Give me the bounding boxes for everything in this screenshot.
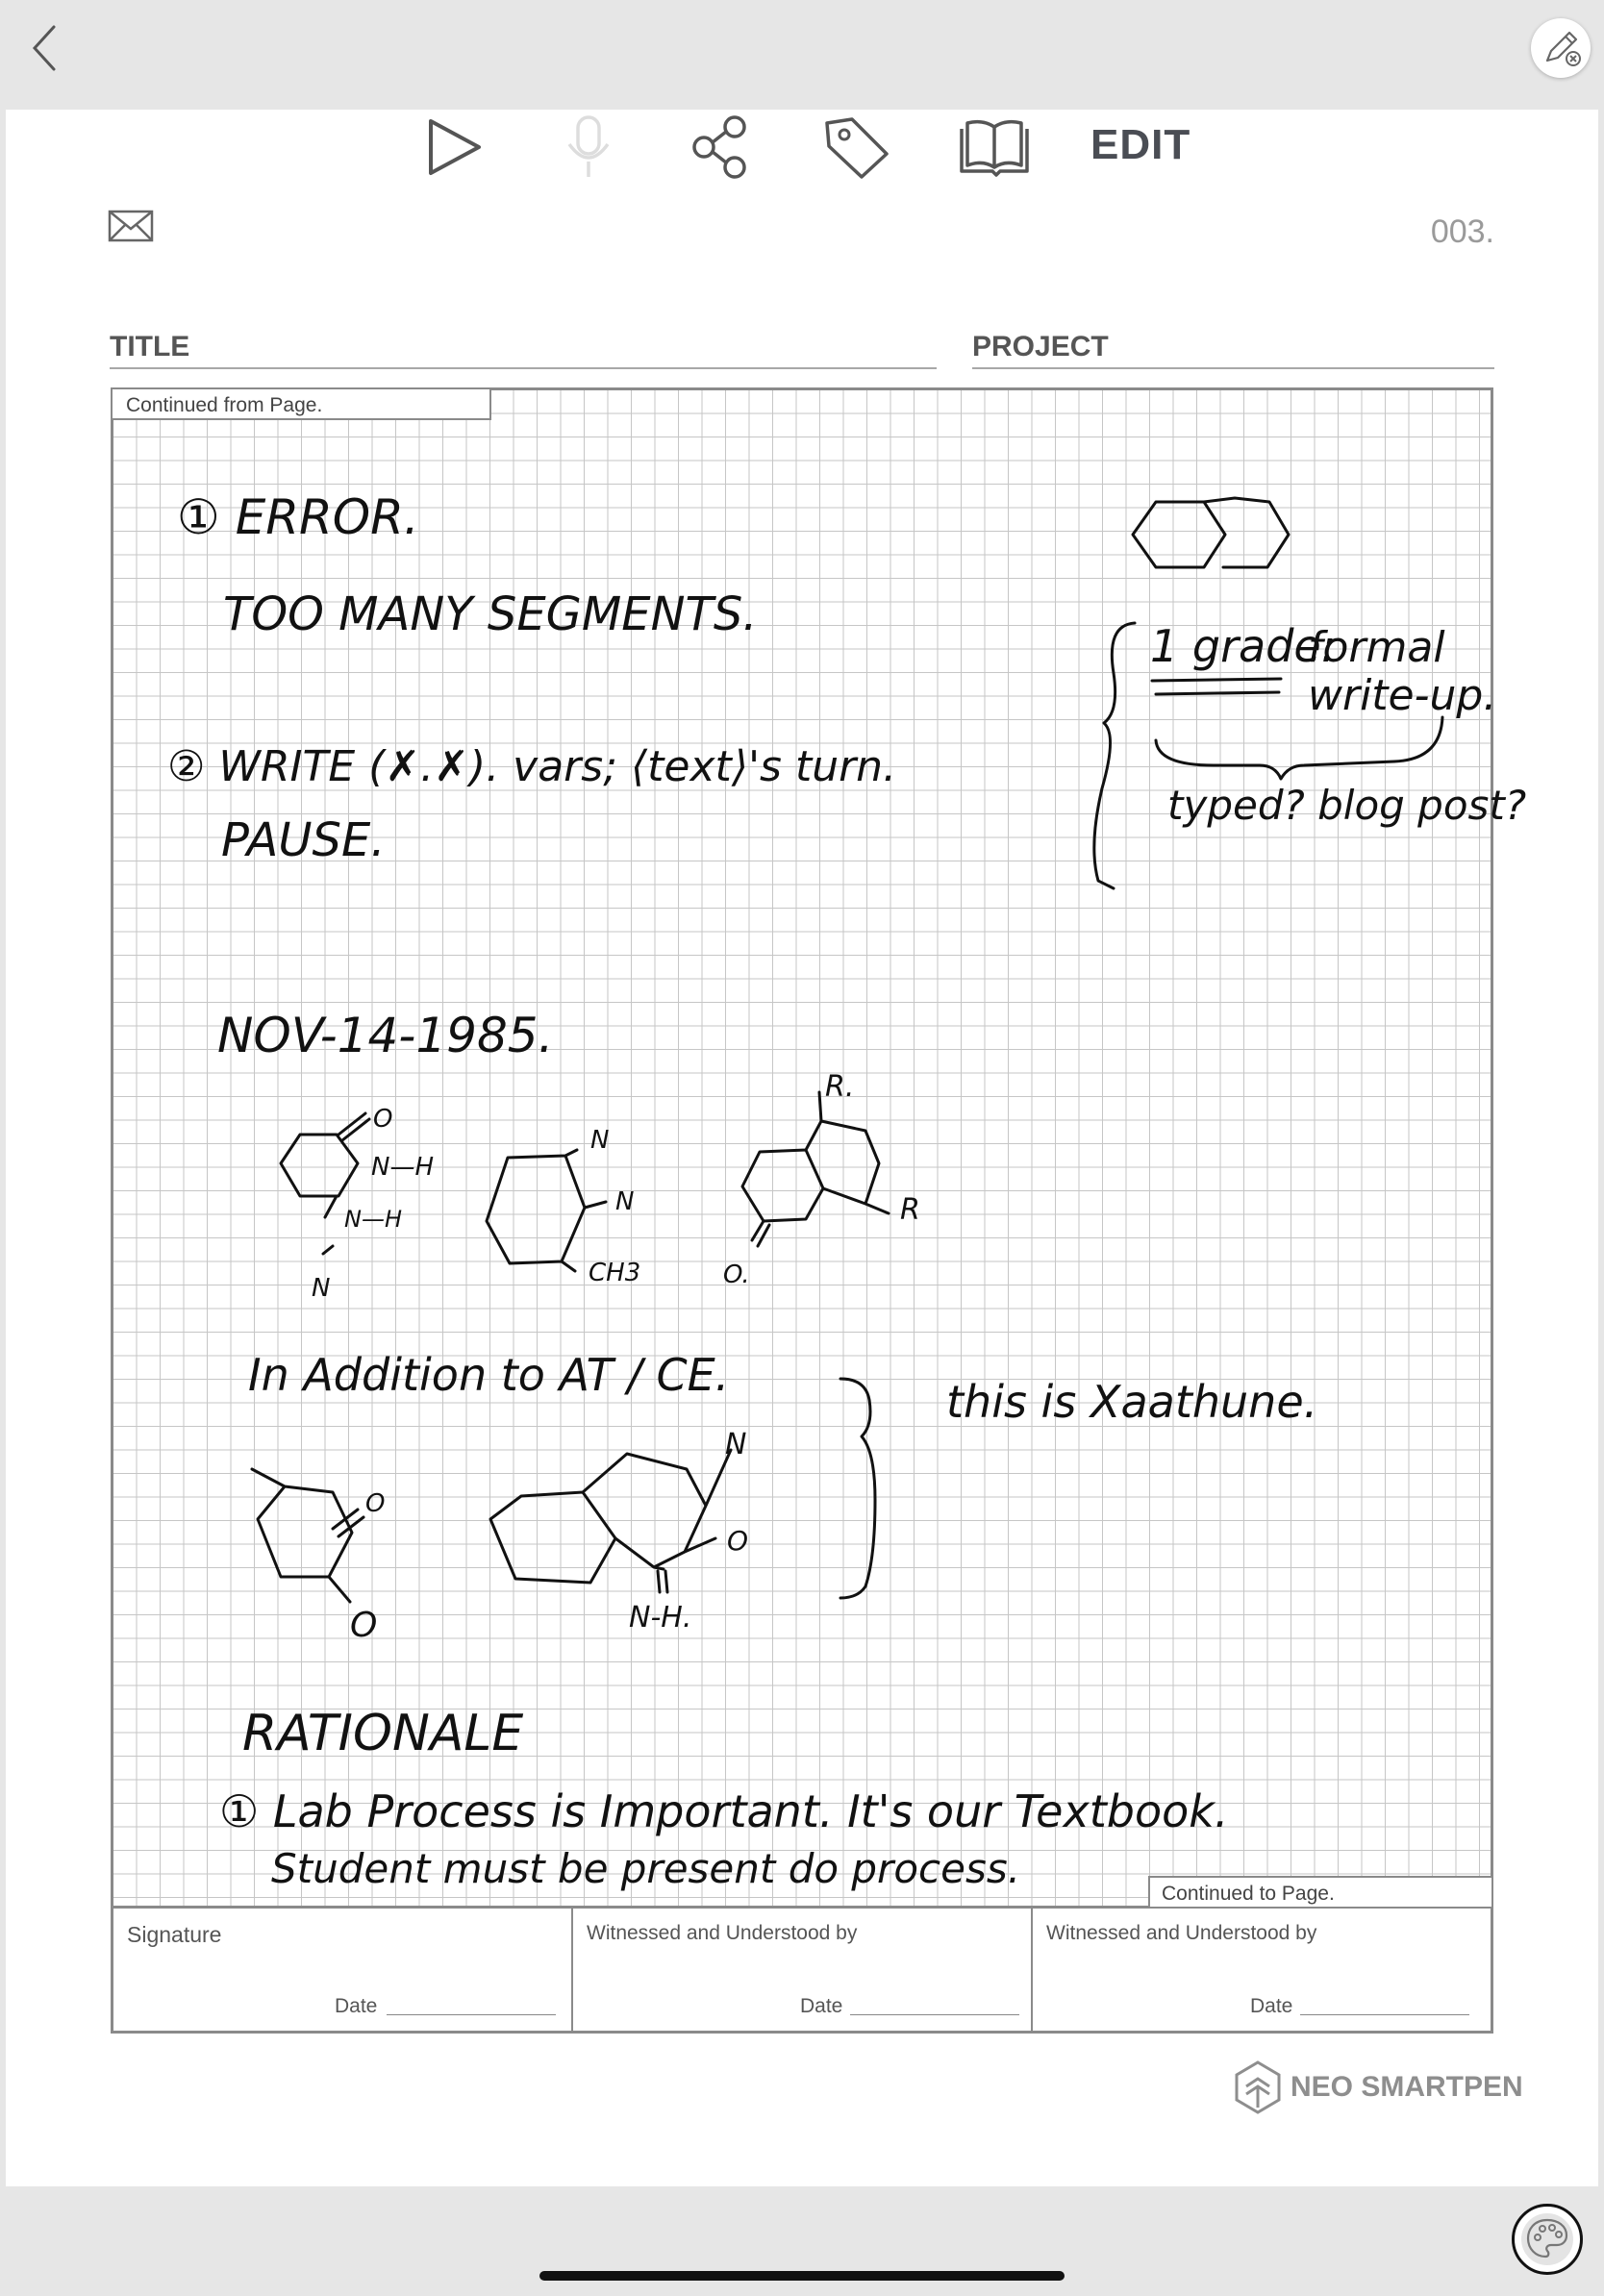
hw-xaathune: this is Xaathune. — [946, 1376, 1318, 1428]
hw-grade-2: formal — [1308, 623, 1445, 672]
brand-name: NEO SMARTPEN — [1291, 2071, 1523, 2103]
palette-button[interactable] — [1512, 2204, 1583, 2275]
date-line — [387, 2014, 556, 2015]
hw-student-line: Student must be present do process. — [271, 1845, 1021, 1892]
svg-text:O: O — [727, 1525, 749, 1557]
svg-text:R.: R. — [825, 1070, 855, 1104]
hw-structure-1 — [281, 1113, 369, 1217]
signature-cell[interactable] — [113, 1909, 573, 2031]
svg-text:CH3: CH3 — [589, 1259, 641, 1287]
edit-button[interactable]: EDIT — [1090, 121, 1191, 168]
hw-rationale: RATIONALE — [242, 1705, 524, 1762]
svg-text:R: R — [900, 1193, 920, 1227]
date-line — [850, 2014, 1019, 2015]
home-indicator[interactable] — [539, 2271, 1065, 2281]
hw-addition: In Addition to AT / CE. — [248, 1349, 730, 1401]
hw-lab-line: ① Lab Process is Important. It's our Textbook. — [219, 1785, 1229, 1837]
brand-logo — [1233, 2059, 1523, 2115]
signature-label: Signature — [127, 1922, 222, 1947]
svg-text:N—H: N—H — [344, 1206, 402, 1233]
hw-underbrace — [1156, 717, 1442, 779]
hw-write-line: ② WRITE (✗.✗). vars; ⟨text⟩'s turn. — [167, 742, 897, 791]
witness-label-1: Witnessed and Understood by — [587, 1922, 858, 1944]
svg-text:O: O — [373, 1105, 393, 1134]
hw-too-many-segments: TOO MANY SEGMENTS. — [223, 587, 758, 641]
hw-left-brace — [1094, 623, 1135, 888]
palette-icon — [1515, 2207, 1580, 2272]
hw-right-brace — [840, 1379, 875, 1598]
hw-typed: typed? blog post? — [1167, 782, 1527, 829]
hw-structure-4 — [252, 1469, 363, 1602]
svg-text:O: O — [350, 1606, 378, 1645]
svg-text:N: N — [312, 1274, 331, 1303]
svg-text:O.: O. — [723, 1260, 750, 1289]
hw-structure-3 — [742, 1092, 889, 1246]
title-label: TITLE — [110, 331, 190, 362]
svg-text:N: N — [725, 1428, 747, 1461]
project-label: PROJECT — [972, 331, 1109, 362]
hw-grade-3: write-up. — [1308, 671, 1497, 720]
date-label: Date — [335, 1995, 378, 2017]
svg-text:N: N — [590, 1126, 610, 1155]
hw-underline — [1152, 679, 1281, 694]
svg-text:N—H: N—H — [371, 1153, 434, 1182]
hw-grade-1: 1 grade: — [1150, 620, 1337, 672]
hw-date: NOV-14-1985. — [217, 1008, 554, 1063]
neo-smartpen-logo-icon — [1233, 2059, 1283, 2115]
witness-cell-1[interactable] — [573, 1909, 1033, 2031]
signature-block — [111, 1909, 1493, 2034]
hw-pause: PAUSE. — [221, 813, 386, 867]
hw-naphthalene-sketch — [1133, 498, 1289, 567]
witness-label-2: Witnessed and Understood by — [1046, 1922, 1317, 1944]
svg-text:O: O — [365, 1489, 386, 1518]
date-label: Date — [1250, 1995, 1293, 2017]
hw-structure-2 — [487, 1150, 606, 1271]
hw-error-heading: ① ERROR. — [177, 489, 419, 545]
date-label: Date — [800, 1995, 843, 2017]
hw-structure-5 — [490, 1450, 731, 1592]
continued-from-box: Continued from Page. — [111, 387, 491, 420]
svg-text:N: N — [615, 1187, 635, 1216]
witness-cell-2[interactable] — [1033, 1909, 1491, 2031]
page-number: 003. — [1430, 213, 1494, 250]
svg-text:N-H.: N-H. — [629, 1601, 692, 1635]
continued-to-box: Continued to Page. — [1148, 1876, 1493, 1909]
date-line — [1300, 2014, 1469, 2015]
